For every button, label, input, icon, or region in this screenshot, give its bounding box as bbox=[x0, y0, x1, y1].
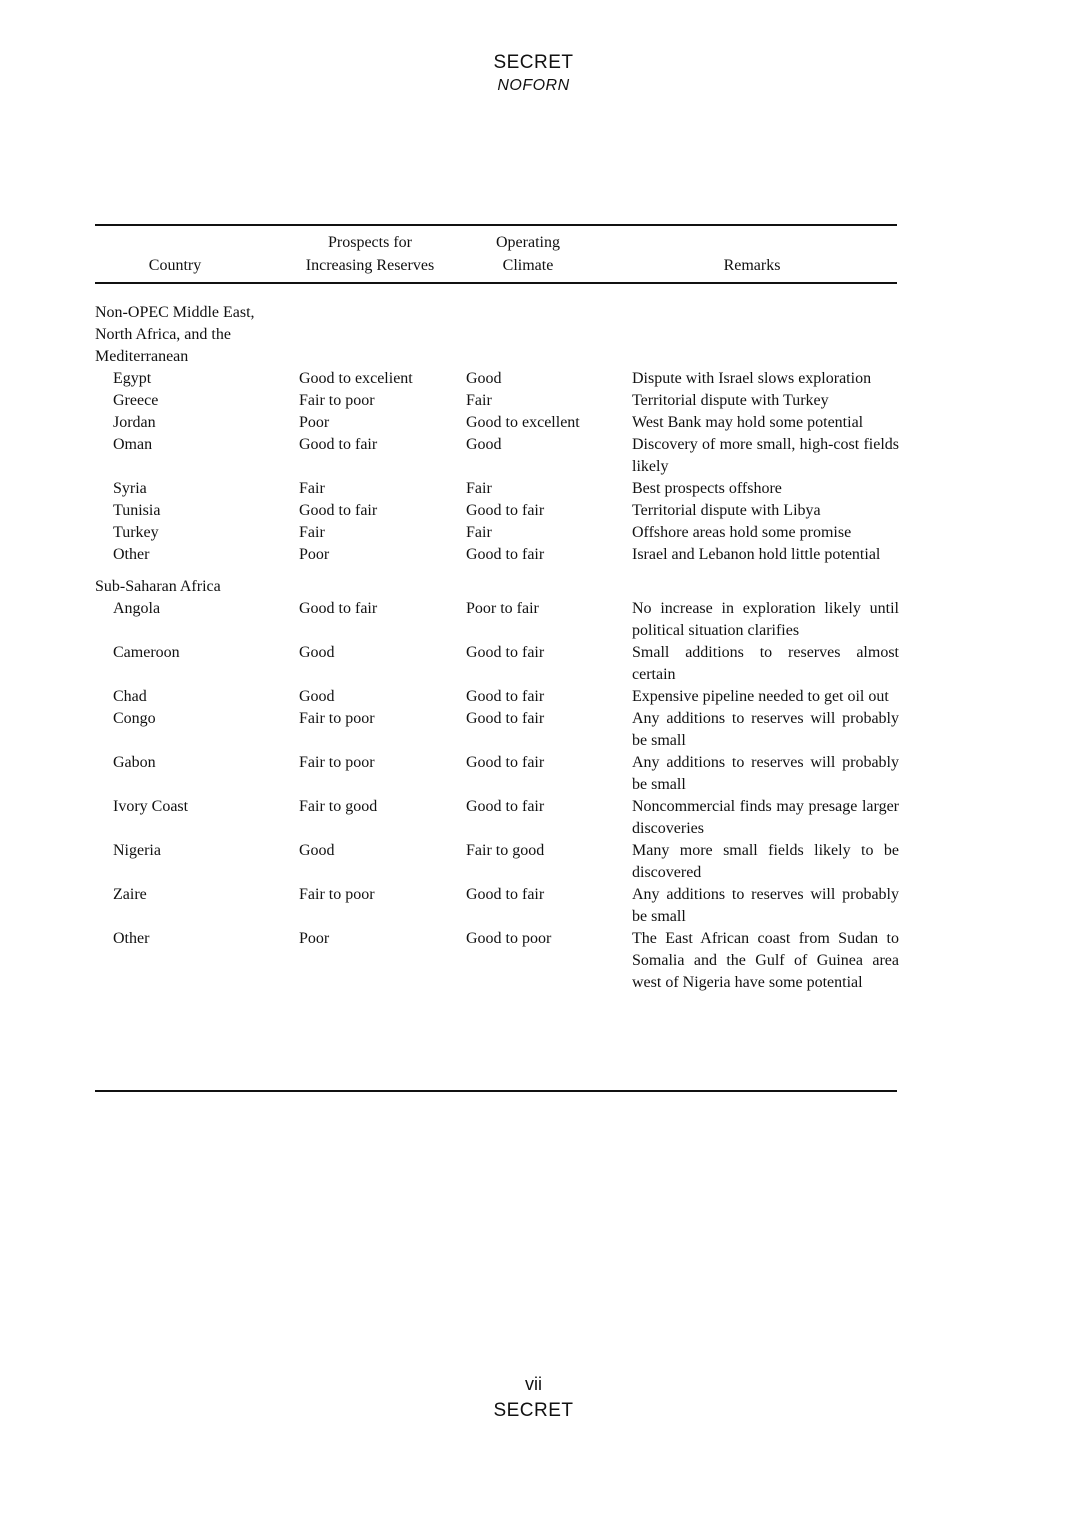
prospects-cell: Poor bbox=[299, 546, 330, 563]
table-row bbox=[95, 928, 899, 994]
group-rows-middle-east bbox=[95, 368, 899, 566]
remarks-cell: Any additions to reserves will probably be small bbox=[632, 754, 899, 793]
country-cell: Turkey bbox=[113, 524, 159, 541]
climate-cell: Good to fair bbox=[466, 644, 545, 661]
country-cell: Other bbox=[113, 930, 150, 947]
remarks-cell: Many more small fields likely to be discovered bbox=[632, 842, 899, 881]
page-number: vii bbox=[525, 1374, 542, 1394]
prospects-cell: Fair to poor bbox=[299, 710, 375, 727]
prospects-cell: Fair bbox=[299, 524, 325, 541]
prospects-cell: Good bbox=[299, 688, 335, 705]
table-header-rule bbox=[95, 282, 897, 284]
remarks-cell: Best prospects offshore bbox=[632, 480, 782, 497]
country-cell: Jordan bbox=[113, 414, 156, 431]
table-row bbox=[95, 500, 899, 522]
table-row bbox=[95, 522, 899, 544]
prospects-cell: Good to excelient bbox=[299, 370, 413, 387]
climate-cell: Fair to good bbox=[466, 842, 545, 859]
remarks-cell: Territorial dispute with Libya bbox=[632, 502, 821, 519]
country-cell: Other bbox=[113, 546, 150, 563]
prospects-cell: Fair to poor bbox=[299, 886, 375, 903]
prospects-cell: Good to fair bbox=[299, 502, 378, 519]
remarks-cell: No increase in exploration likely until political situation clarifies bbox=[632, 600, 899, 639]
remarks-cell: Israel and Lebanon hold little potential bbox=[632, 546, 881, 563]
climate-cell: Good to fair bbox=[466, 502, 545, 519]
table-row bbox=[95, 796, 899, 840]
column-header-prospects-line2: Increasing Reserves bbox=[305, 257, 435, 274]
table-row bbox=[95, 544, 899, 566]
climate-cell: Poor to fair bbox=[466, 600, 539, 617]
climate-cell: Good to fair bbox=[466, 754, 545, 771]
prospects-cell: Good to fair bbox=[299, 436, 378, 453]
country-cell: Nigeria bbox=[113, 842, 161, 859]
column-header-country: Country bbox=[148, 257, 202, 274]
group-label-middle-east: Non-OPEC Middle East, North Africa, and the Mediterranean bbox=[95, 304, 255, 365]
table-row bbox=[95, 368, 899, 390]
classification-header: SECRET bbox=[493, 52, 574, 73]
table-row bbox=[95, 412, 899, 434]
table-row bbox=[95, 598, 899, 642]
climate-cell: Good to fair bbox=[466, 688, 545, 705]
remarks-cell: Offshore areas hold some promise bbox=[632, 524, 852, 541]
country-cell: Greece bbox=[113, 392, 159, 409]
remarks-cell: Small additions to reserves almost certain bbox=[632, 644, 899, 683]
prospects-cell: Fair to good bbox=[299, 798, 378, 815]
climate-cell: Good to fair bbox=[466, 710, 545, 727]
prospects-cell: Good bbox=[299, 842, 335, 859]
prospects-cell: Fair to poor bbox=[299, 754, 375, 771]
table-row bbox=[95, 708, 899, 752]
remarks-cell: West Bank may hold some potential bbox=[632, 414, 864, 431]
table-bottom-rule bbox=[95, 1090, 897, 1092]
remarks-cell: Any additions to reserves will probably be small bbox=[632, 886, 899, 925]
country-cell: Cameroon bbox=[113, 644, 180, 661]
table-row bbox=[95, 840, 899, 884]
remarks-cell: Noncommercial finds may presage larger discoveries bbox=[632, 798, 899, 837]
prospects-cell: Good to fair bbox=[299, 600, 378, 617]
column-header-climate-line1: Operating bbox=[496, 234, 560, 251]
country-cell: Gabon bbox=[113, 754, 156, 771]
column-header-prospects-line1: Prospects for bbox=[328, 234, 412, 251]
table-row bbox=[95, 752, 899, 796]
prospects-cell: Good bbox=[299, 644, 335, 661]
remarks-cell: Expensive pipeline needed to get oil out bbox=[632, 688, 889, 705]
table-top-rule bbox=[95, 224, 897, 226]
country-cell: Syria bbox=[113, 480, 147, 497]
table-row bbox=[95, 478, 899, 500]
climate-cell: Good to fair bbox=[466, 886, 545, 903]
climate-cell: Good to excellent bbox=[466, 414, 580, 431]
country-cell: Ivory Coast bbox=[113, 798, 189, 815]
remarks-cell: The East African coast from Sudan to Somalia and the Gulf of Guinea area west of Nigeria have some potential bbox=[632, 930, 899, 991]
remarks-cell: Discovery of more small, high-cost fields likely bbox=[632, 436, 899, 475]
control-marking: NOFORN bbox=[497, 77, 570, 94]
climate-cell: Fair bbox=[466, 392, 492, 409]
country-cell: Egypt bbox=[113, 370, 152, 387]
remarks-cell: Territorial dispute with Turkey bbox=[632, 392, 829, 409]
climate-cell: Good to poor bbox=[466, 930, 552, 947]
country-cell: Oman bbox=[113, 436, 153, 453]
country-cell: Chad bbox=[113, 688, 147, 705]
table-row bbox=[95, 884, 899, 928]
climate-cell: Good bbox=[466, 436, 502, 453]
country-cell: Zaire bbox=[113, 886, 147, 903]
group-label-sub-saharan: Sub-Saharan Africa bbox=[95, 578, 221, 595]
table-row bbox=[95, 686, 899, 708]
classification-footer: SECRET bbox=[493, 1400, 574, 1421]
prospects-cell: Fair bbox=[299, 480, 325, 497]
climate-cell: Fair bbox=[466, 524, 492, 541]
prospects-cell: Fair to poor bbox=[299, 392, 375, 409]
climate-cell: Fair bbox=[466, 480, 492, 497]
climate-cell: Good bbox=[466, 370, 502, 387]
table-body bbox=[95, 302, 899, 994]
country-cell: Tunisia bbox=[113, 502, 161, 519]
prospects-cell: Poor bbox=[299, 930, 330, 947]
climate-cell: Good to fair bbox=[466, 798, 545, 815]
country-cell: Angola bbox=[113, 600, 161, 617]
column-header-remarks: Remarks bbox=[723, 257, 781, 274]
column-header-climate-line2: Climate bbox=[502, 257, 554, 274]
country-cell: Congo bbox=[113, 710, 156, 727]
climate-cell: Good to fair bbox=[466, 546, 545, 563]
group-rows-sub-saharan bbox=[95, 598, 899, 994]
column-header-climate bbox=[468, 231, 588, 277]
remarks-cell: Dispute with Israel slows exploration bbox=[632, 370, 872, 387]
table-row bbox=[95, 390, 899, 412]
remarks-cell: Any additions to reserves will probably be small bbox=[632, 710, 899, 749]
table-row bbox=[95, 434, 899, 478]
column-header-prospects bbox=[285, 231, 455, 277]
prospects-cell: Poor bbox=[299, 414, 330, 431]
table-row bbox=[95, 642, 899, 686]
